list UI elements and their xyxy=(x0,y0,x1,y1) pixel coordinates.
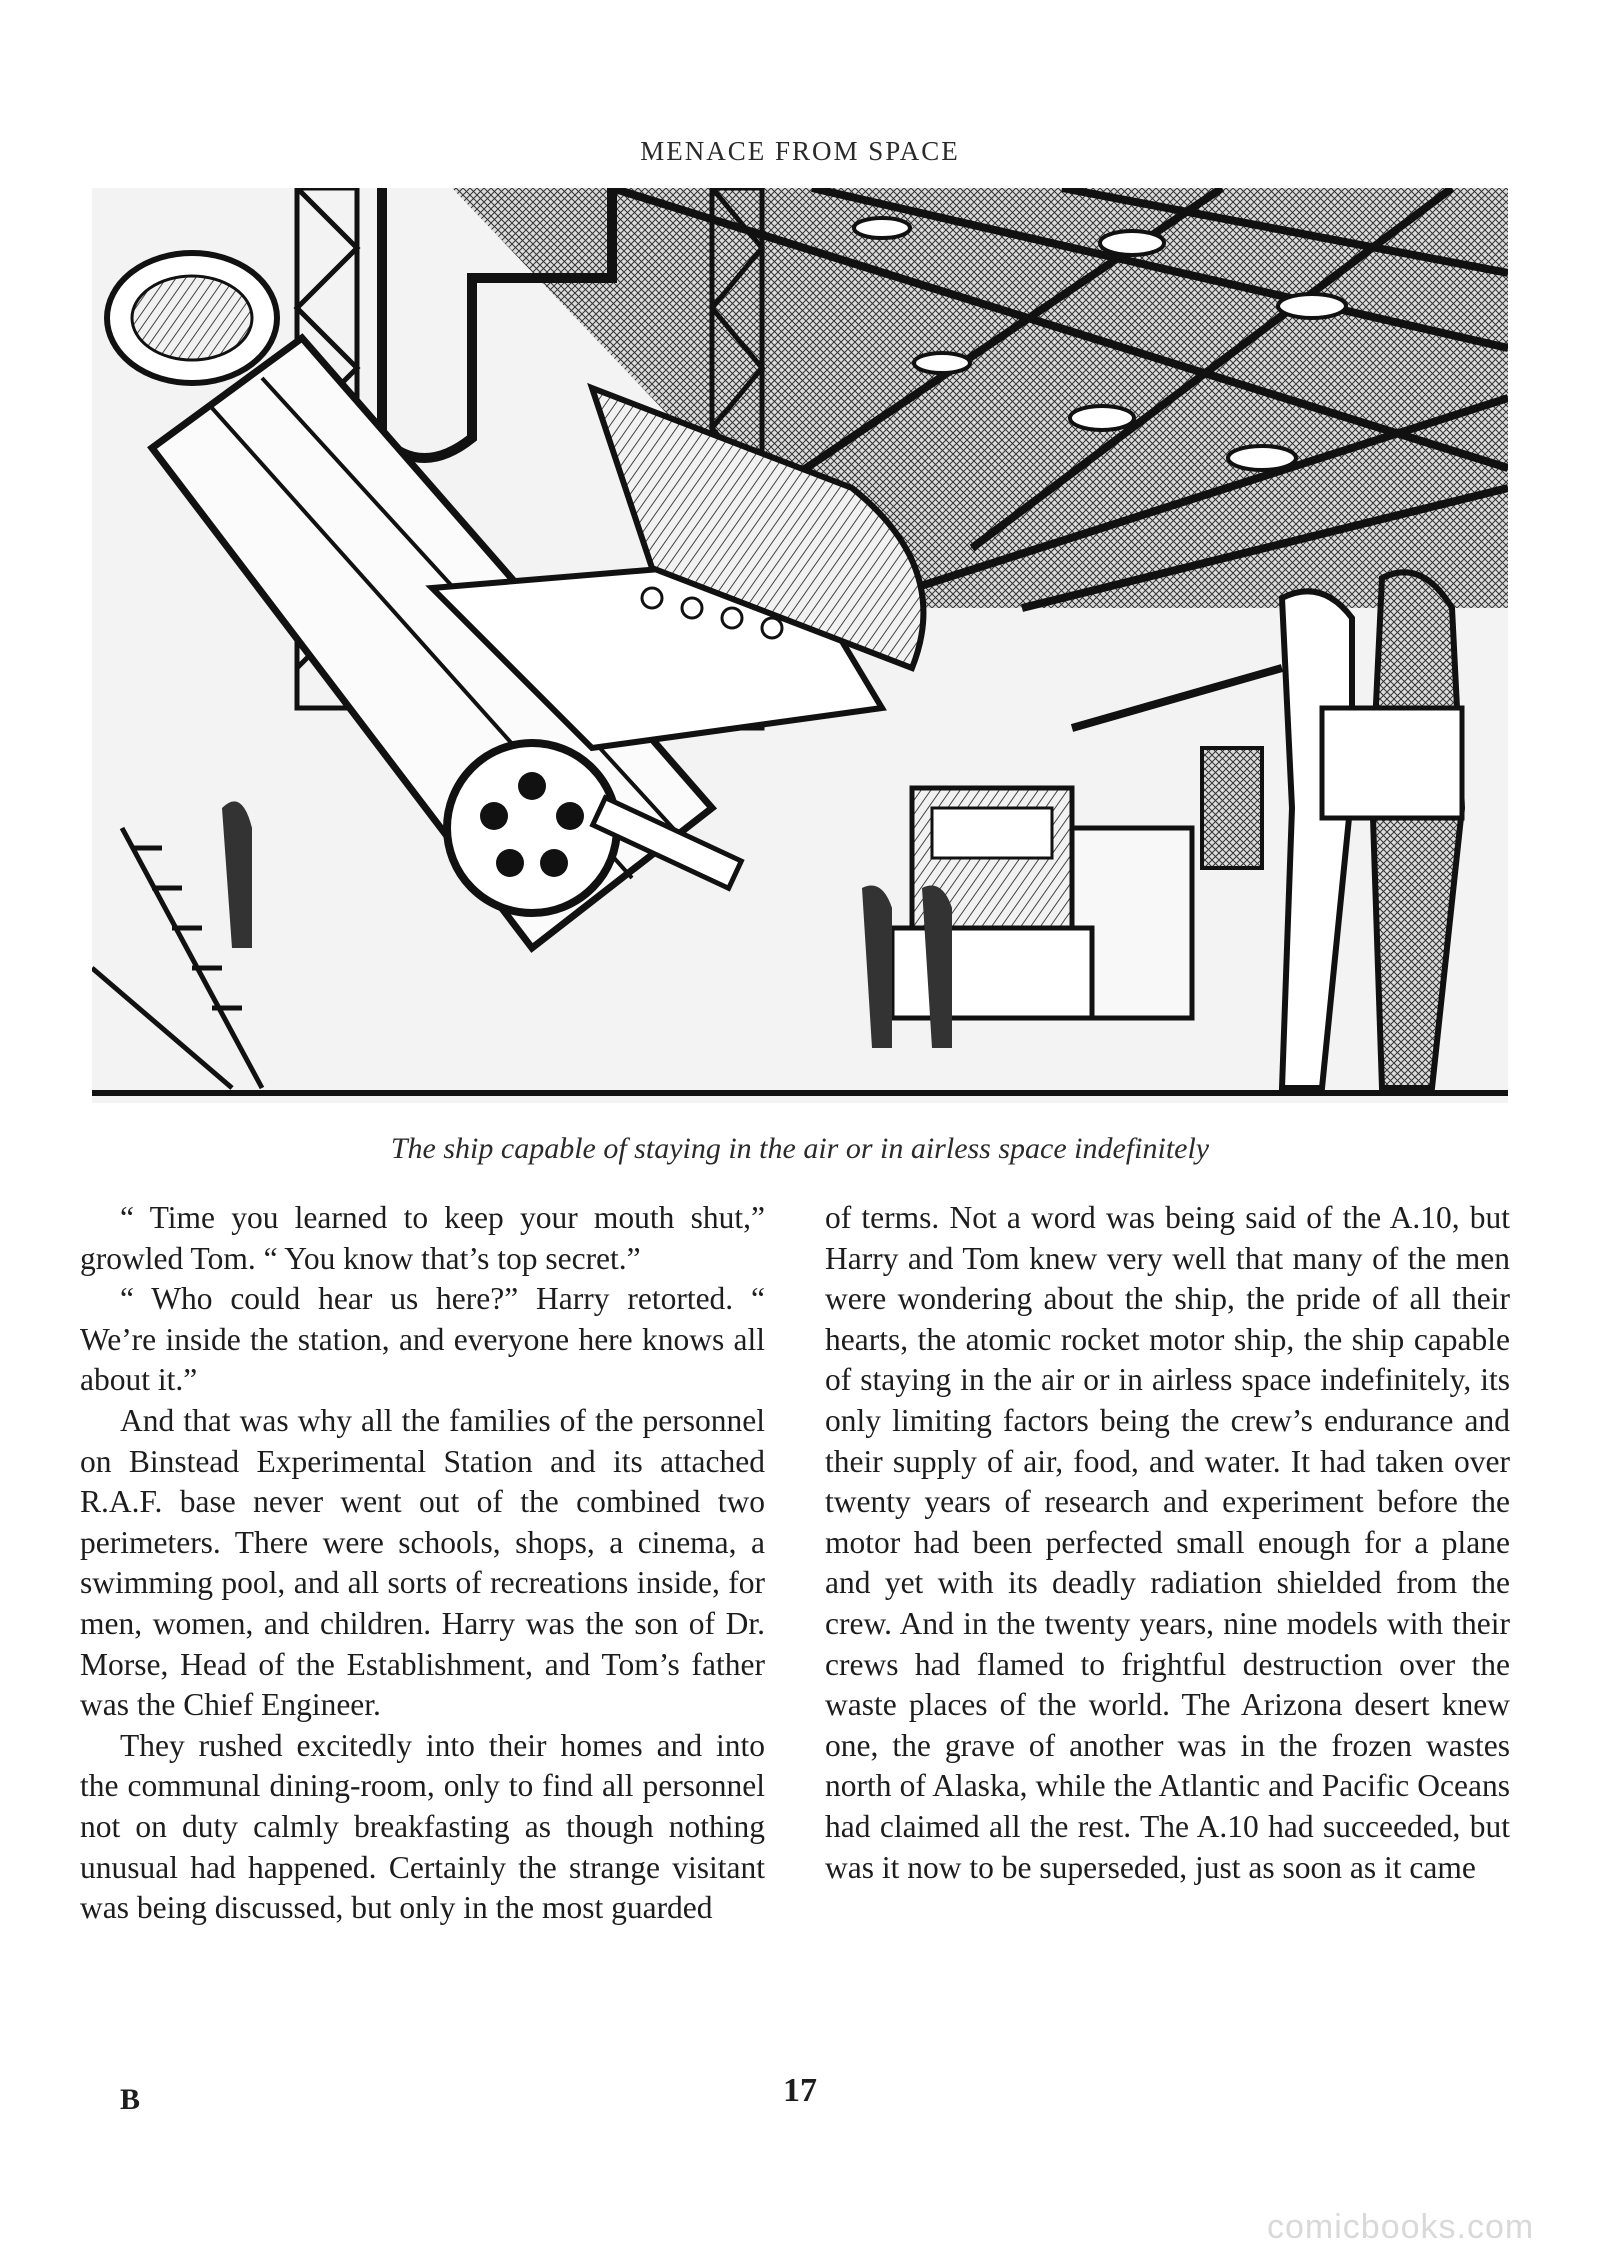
page-number: 17 xyxy=(783,2072,817,2109)
watermark: comicbooks.com xyxy=(1267,2208,1535,2246)
paragraph: And that was why all the families of the personnel on Binstead Experimental Station and its attached R.A.F. base never went out of the combined two perimeters. There were schools, shops, a cinema, a swimming pool, and all sorts of recreations inside, for men, women, and children. Harry was the son of Dr. Morse, Head of the Establishment, and Tom’s father was the Chief Engineer. xyxy=(80,1402,765,1723)
paragraph: “ Time you learned to keep your mouth shut,” growled Tom. “ You know that’s top secret.” xyxy=(80,1200,765,1276)
hangar-illustration xyxy=(92,188,1508,1103)
rocket-ship-hangar-drawing xyxy=(92,188,1508,1103)
right-column xyxy=(825,1198,1510,1929)
signature-mark: B xyxy=(120,2083,141,2116)
body-text xyxy=(80,1198,1510,1929)
paragraph: of terms. Not a word was being said of the A.10, but Harry and Tom knew very well that many of the men were wondering about the ship, the pride of all their hearts, the atomic rocket motor ship, the ship capable of staying in the air or in airless space indefinitely, its only limiting factors being the crew’s endurance and their supply of air, food, and water. It had taken over twenty years of research and experiment before the motor had been perfected small enough for a plane and yet with its deadly radiation shielded from the crew. And in the twenty years, nine models with their crews had flamed to frightful destruction over the waste places of the world. The Arizona desert knew one, the grave of another was in the frozen wastes north of Alaska, while the Atlantic and Pacific Oceans had claimed all the rest. The A.10 had succeeded, but was it now to be superseded, just as soon as it came xyxy=(825,1200,1510,1885)
illustration-caption: The ship capable of staying in the air or in airless space indefinitely xyxy=(390,1132,1210,1165)
rocket-nozzle xyxy=(447,743,617,913)
radar-dish xyxy=(107,253,277,383)
paragraph: “ Who could hear us here?” Harry retorted. “ We’re inside the station, and everyone here knows all about it.” xyxy=(80,1281,765,1398)
paragraph: They rushed excitedly into their homes and into the communal dining-room, only to find all personnel not on duty calmly breakfasting as though nothing unusual had happened. Certainly the strange visitant was being discussed, but only in the most guarded xyxy=(80,1727,765,1926)
blueprint-sheet xyxy=(1322,708,1462,818)
left-column xyxy=(80,1198,765,1929)
running-head: MENACE FROM SPACE xyxy=(640,136,960,166)
